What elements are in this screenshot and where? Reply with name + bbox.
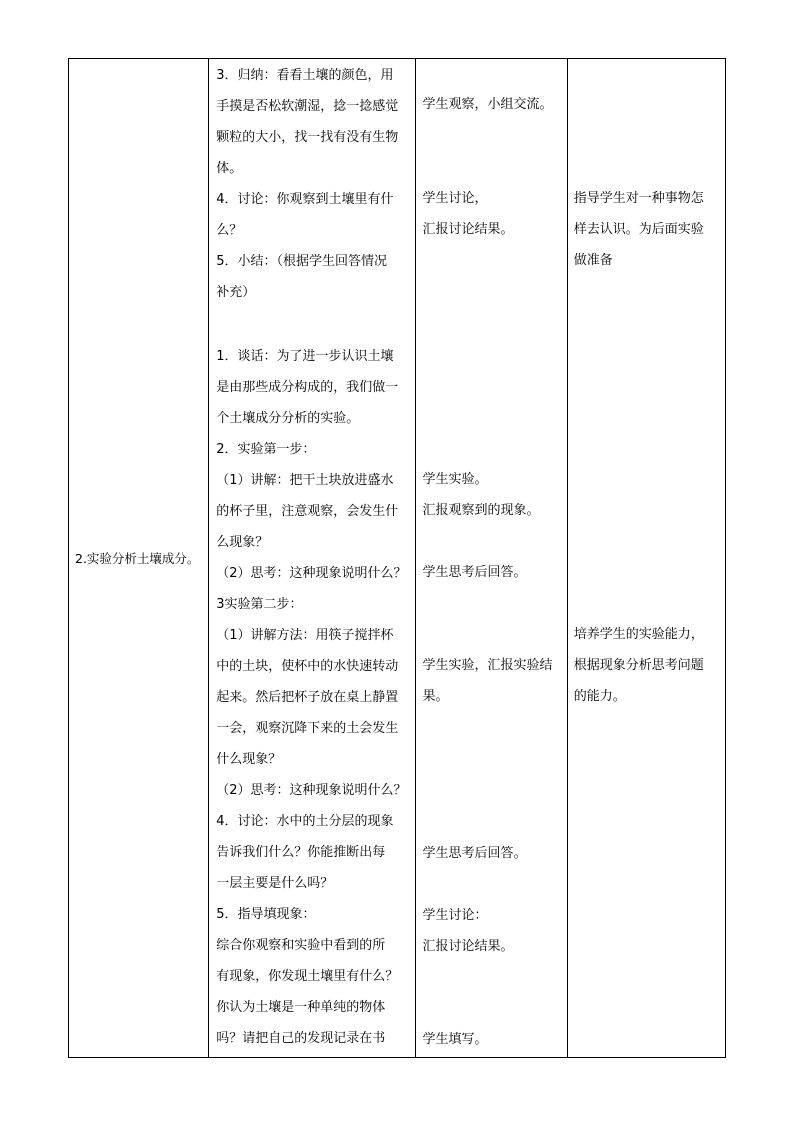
student-line: 汇报讨论结果。: [422, 222, 514, 237]
student-line: 汇报讨论结果。: [422, 939, 514, 954]
teacher-activity-cell: [209, 59, 415, 1058]
student-line: 学生实验。: [422, 472, 488, 487]
teacher-line: 综合你观察和实验中看到的所: [216, 938, 386, 953]
teacher-line: 4．讨论：你观察到土壤里有什: [216, 192, 394, 207]
student-line: 学生填写。: [422, 1032, 488, 1047]
table-row: [69, 59, 726, 1058]
teacher-line: 4．讨论：水中的土分层的现象: [216, 814, 394, 829]
intent-line: 做准备: [573, 253, 613, 268]
intent-line: 培养学生的实验能力，: [573, 627, 704, 642]
teacher-line: 补充）: [216, 285, 256, 300]
teacher-line: 一层主要是什么吗？: [216, 876, 334, 891]
teacher-line: 什么现象？: [216, 752, 282, 767]
student-line: 学生观察，小组交流。: [422, 97, 553, 112]
student-line: 学生思考后回答。: [422, 565, 527, 580]
teacher-line: 5．小结：（根据学生回答情况: [216, 254, 387, 269]
lesson-plan-table: [68, 58, 726, 1058]
teacher-line: 手摸是否松软潮湿，捻一捻感觉: [216, 99, 399, 114]
student-line: 学生讨论：: [422, 908, 488, 923]
teacher-line: 有现象，你发现土壤里有什么？: [216, 969, 399, 984]
teacher-line: 告诉我们什么？你能推断出每: [216, 845, 386, 860]
teacher-line: （1）讲解：把干土块放进盛水: [216, 473, 394, 488]
student-line: 学生实验，汇报实验结: [422, 658, 553, 673]
student-line: 果。: [422, 689, 449, 704]
stage-label: 2.实验分析土壤成分。: [75, 551, 200, 566]
teacher-line: 起来。然后把杯子放在桌上静置: [216, 690, 399, 705]
design-intent-text: [568, 59, 725, 1057]
teacher-line: （1）讲解方法：用筷子搅拌杯: [216, 628, 394, 643]
teacher-line: 3实验第二步：: [216, 597, 303, 612]
teacher-line: 2．实验第一步：: [216, 442, 316, 457]
teacher-line: 么现象？: [216, 535, 269, 550]
student-line: 汇报观察到的现象。: [422, 503, 540, 518]
design-intent-cell: [567, 59, 725, 1058]
teacher-line: 么？: [216, 223, 243, 238]
teacher-line: 颗粒的大小，找一找有没有生物: [216, 130, 399, 145]
teacher-line: 个土壤成分分析的实验。: [216, 411, 360, 426]
intent-line: 样去认识。为后面实验: [573, 222, 704, 237]
stage-cell: [69, 59, 209, 1058]
teacher-line: 体。: [216, 161, 243, 176]
teacher-line: 你认为土壤是一种单纯的物体: [216, 1000, 386, 1015]
teacher-line: 一会，观察沉降下来的土会发生: [216, 721, 399, 736]
teacher-line: 吗？请把自己的发现记录在书: [216, 1031, 386, 1046]
student-line: 学生思考后回答。: [422, 846, 527, 861]
intent-line: 根据现象分析思考问题: [573, 658, 704, 673]
intent-line: 指导学生对一种事物怎: [573, 191, 704, 206]
student-line: 学生讨论，: [422, 191, 488, 206]
student-activity-cell: [415, 59, 567, 1058]
teacher-line: 中的土块，使杯中的水快速转动: [216, 659, 399, 674]
teacher-line: 3．归纳：看看土壤的颜色，用: [216, 68, 394, 83]
teacher-line: （2）思考：这种现象说明什么？: [216, 783, 407, 798]
teacher-activity-text: [209, 59, 414, 1057]
teacher-line: 的杯子里，注意观察，会发生什: [216, 504, 399, 519]
intent-line: 的能力。: [573, 689, 626, 704]
student-activity-text: [416, 59, 567, 1057]
teacher-line: 是由那些成分构成的，我们做一: [216, 380, 399, 395]
teacher-line: （2）思考：这种现象说明什么？: [216, 566, 407, 581]
teacher-line: 1．谈话：为了进一步认识土壤: [216, 349, 394, 364]
teacher-line: 5．指导填现象：: [216, 907, 316, 922]
